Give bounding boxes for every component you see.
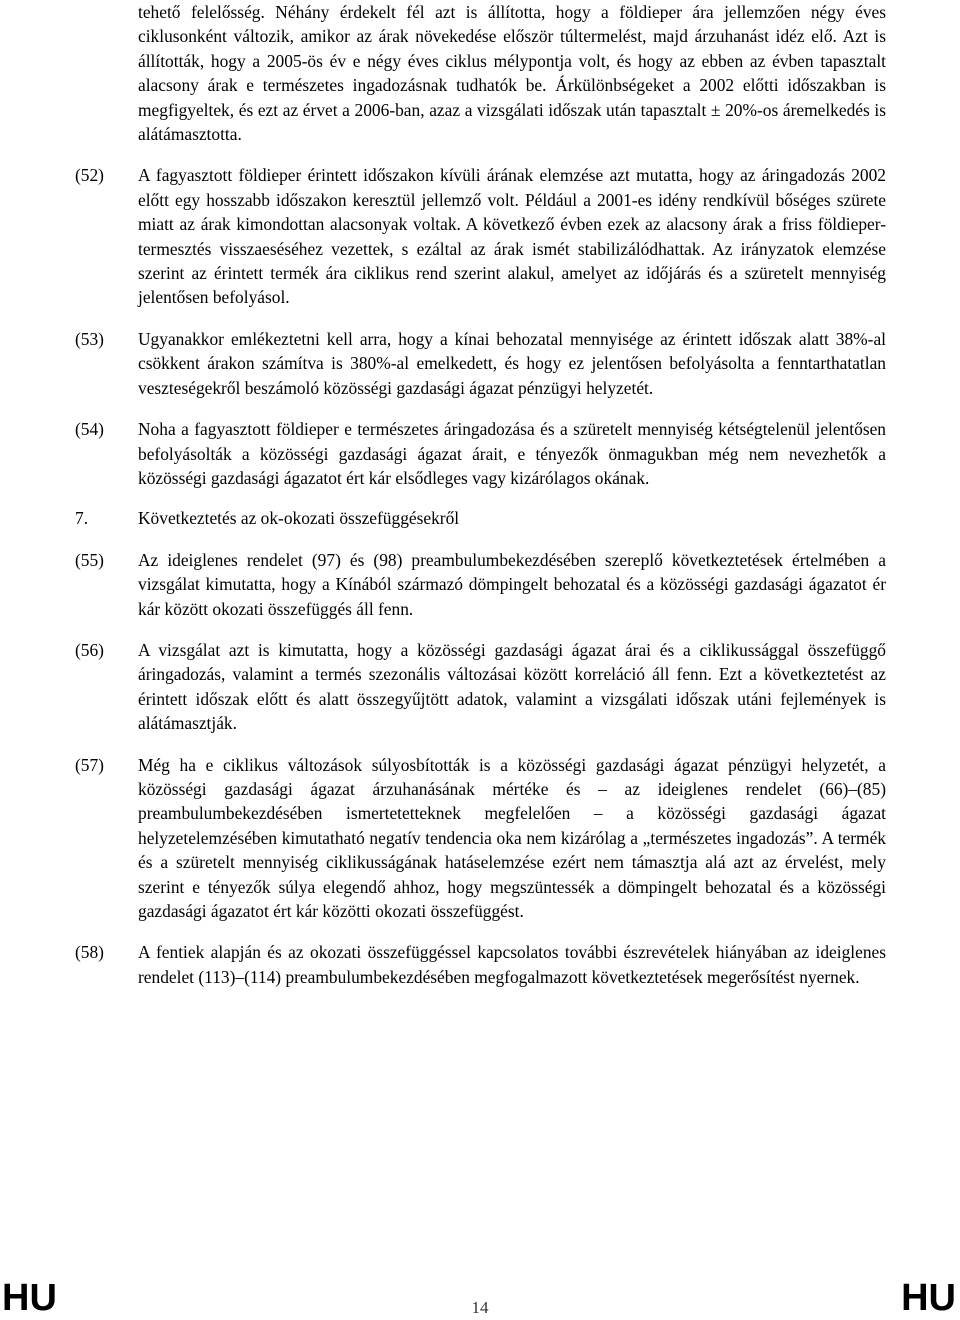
paragraph-text: Noha a fagyasztott földieper e természetes áringadozása és a szüretelt mennyiség kétségtelenül jelentősen befolyásolták a közösségi gazdasági ágazat árait, e tényezők önmagukban még nem nevezhetők a közösségi gazdasági ágazatot ért kár elsődleges vagy kizárólagos okának. (138, 419, 886, 488)
paragraph-text: Ugyanakkor emlékeztetni kell arra, hogy a kínai behozatal mennyisége az érintett időszak alatt 38%-al csökkent árakon számítva is 380%-al emelkedett, és hogy ez jelentősen befolyásolta a fenntarthatatlan veszteségekről beszámoló közösségi gazdasági ágazat pénzügyi helyzetét. (138, 328, 886, 398)
paragraph-number: (57) (75, 754, 104, 775)
document-body (75, 0, 886, 989)
paragraph-number: (54) (75, 419, 104, 440)
page-number: 14 (471, 1298, 489, 1317)
continued-paragraph: tehető felelősség. Néhány érdekelt fél azt is állította, hogy a földieper ára jellemzően négy éves ciklusonként változik, amikor az árak növekedése először túltermelést, majd árzuhanást idéz elő. Azt is állították, hogy a 2005-ös év e négy éves ciklus mélypontja volt, és hogy az ebben az évben tapasztalt alacsony árak e természetes ingadozásnak tudhatók be. Árkülönbségeket a 2002 előtti időszakban is megfigyeltek, és ezt az érvet a 2006-ban, azaz a vizsgálati időszak után tapasztalt ± 20%-os áremelkedés is alátámasztotta. (138, 2, 886, 145)
paragraph-number: (55) (75, 549, 104, 570)
paragraph-text: A fagyasztott földieper érintett időszakon kívüli árának elemzése azt mutatta, hogy az áringadozás 2002 előtt egy hosszabb időszakon keresztül jellemző volt. Például a 2001-es idény rendkívül bőséges szürete miatt az árak kimondottan alacsonyak voltak. A következő évben ezek az alacsony árak a friss földieper-termesztés visszaeséséhez vezettek, s ezáltal az árak ismét stabilizálódhattak. Az irányzatok elemzése szerint az érintett termék ára ciklikus rend szerint alakul, amelyet az időjárás és a szüretelt mennyiség jelentősen befolyásol. (138, 165, 886, 308)
section-number: 7. (75, 508, 89, 529)
paragraph-number: (53) (75, 328, 104, 349)
paragraph-52 (75, 163, 886, 309)
paragraph-55 (75, 548, 886, 621)
paragraph-number: (58) (75, 942, 104, 963)
paragraph-text: A fentiek alapján és az okozati összefüggéssel kapcsolatos további észrevételek hiányában az ideiglenes rendelet (113)–(114) preambulumbekezdésében megfogalmazott következtetések megerősítést nyernek. (138, 942, 886, 987)
paragraph-text: Még ha e ciklikus változások súlyosbították is a közösségi gazdasági ágazat pénzügyi helyzetét, a közösségi gazdasági ágazat árzuhanásának mértéke és – az ideiglenes rendelet (66)–(85) preambulumbekezdésében ismertetetteknek megfelelően – a közösségi gazdasági ágazat helyzetelemzésében kimutatható negatív tendencia oka nem kizárólag a „természetes ingadozás”. A termék és a szüretelt mennyiség ciklikusságának hatáselemzése ezért nem támasztja alá azt az érvelést, mely szerint e tényezők súlya elegendő ahhoz, hogy megszüntessék a dömpingelt behozatal és a közösségi gazdasági ágazatot ért kár közötti okozati összefüggést. (138, 754, 886, 921)
paragraph-number: (56) (75, 639, 104, 660)
footer-language-left: HU (2, 1277, 57, 1319)
paragraph-57 (75, 753, 886, 924)
paragraph-text: A vizsgálat azt is kimutatta, hogy a közösségi gazdasági ágazat árai és a ciklikussággal összefüggő áringadozás, valamint a termés szezonális változásai között korreláció áll fenn. Ezt a következtetést az érintett időszak előtt és alatt összegyűjtött adatok, valamint a vizsgálati időszak utáni fejlemények is alátámasztják. (138, 639, 886, 734)
paragraph-58 (75, 940, 886, 989)
section-heading (75, 506, 886, 530)
paragraph-number: (52) (75, 165, 104, 186)
section-title: Következtetés az ok-okozati összefüggésekről (138, 508, 460, 529)
paragraph-53 (75, 327, 886, 400)
paragraph-54 (75, 417, 886, 490)
footer-language-right: HU (901, 1277, 956, 1319)
paragraph-text: Az ideiglenes rendelet (97) és (98) preambulumbekezdésében szereplő következtetések értelmében a vizsgálat kimutatta, hogy a Kínából származó dömpingelt behozatal és a közösségi gazdasági ágazatot ér kár között okozati összefüggés áll fenn. (138, 549, 886, 619)
paragraph-56 (75, 638, 886, 736)
